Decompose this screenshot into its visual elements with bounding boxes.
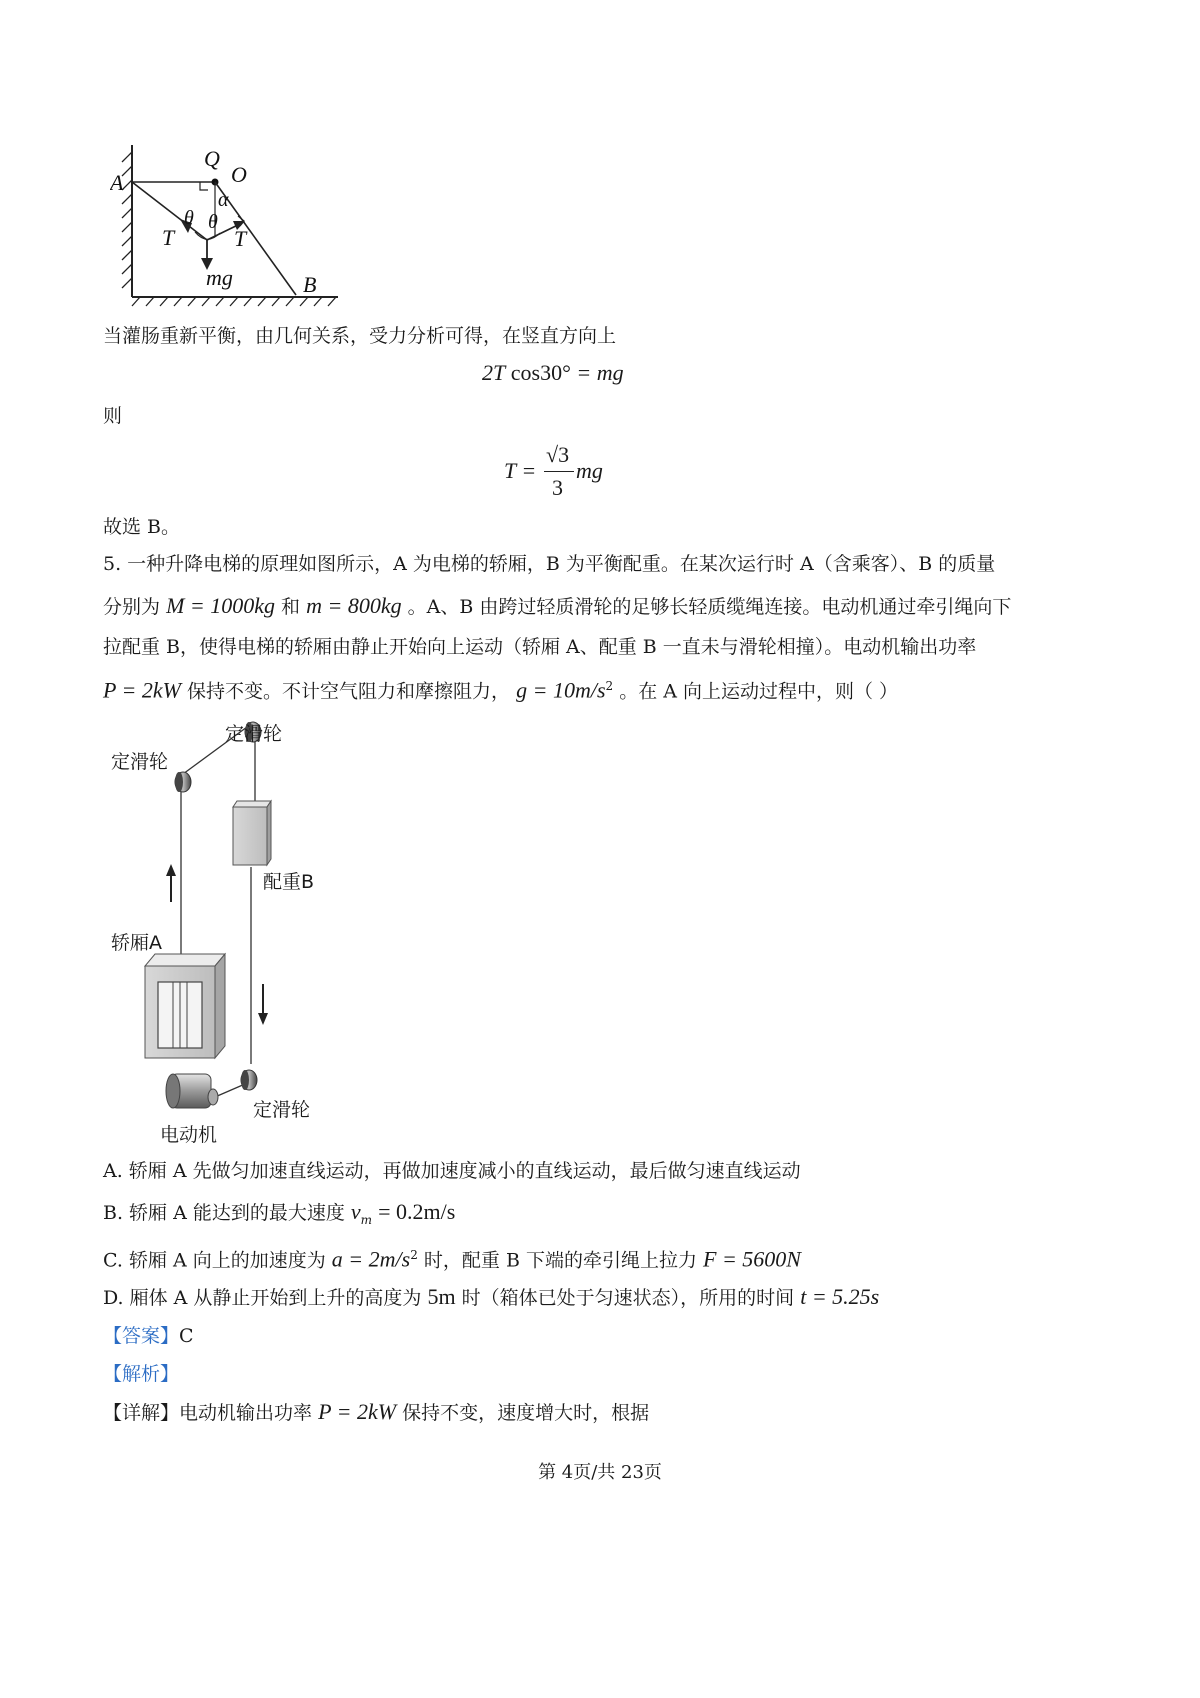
pulley-bottom-label: 定滑轮 (253, 1099, 311, 1121)
equation-1 (482, 360, 624, 386)
counterweight-block (233, 807, 267, 865)
option-b: B. 轿厢 A 能达到的最大速度 $v_m = 0.2m/s$ (103, 1199, 456, 1227)
g-expr: g = 10m/s (516, 677, 606, 703)
answer-value: C (179, 1325, 194, 1347)
car-label: 轿厢A (111, 932, 162, 954)
pulley-top-left-label: 定滑轮 (111, 751, 169, 773)
force-diagram (110, 140, 370, 310)
motor-label: 电动机 (160, 1124, 218, 1146)
eq1-angle: 30° (540, 360, 571, 385)
label-theta-1: θ (184, 207, 194, 229)
detail-line: 【详解】电动机输出功率 P = 2kW 保持不变，速度增大时，根据 (103, 1399, 650, 1424)
label-theta-2: θ (208, 211, 218, 233)
eq2-numerator: √3 (546, 442, 570, 467)
eq2-t: T = (504, 458, 537, 483)
answer-line (103, 1323, 194, 1349)
m-big-expr: M = 1000kg (166, 593, 275, 618)
eq1-cos: cos (510, 360, 541, 385)
eq2-denominator: 3 (552, 475, 563, 500)
label-a: A (110, 170, 124, 195)
q5-line-2: 分别为 M = 1000kg 和 m = 800kg 。A、B 由跨过轻质滑轮的足够长轻质缆绳连接。电动机通过牵引绳向下 (103, 593, 1012, 618)
label-mg: mg (206, 265, 233, 290)
p-expr: P = 2kW (103, 677, 181, 703)
label-q: Q (204, 146, 220, 171)
jiexi-tag: 【解析】 (103, 1363, 180, 1385)
option-a: A. 轿厢 A 先做匀加速直线运动，再做加速度减小的直线运动，最后做匀速直线运动 (103, 1160, 801, 1182)
label-b: B (303, 272, 317, 297)
eq1-rhs: = mg (576, 360, 624, 385)
pulley-top-right-label: 定滑轮 (225, 723, 283, 745)
ze-text: 则 (103, 405, 123, 427)
eq2-mg: mg (576, 458, 603, 483)
fraction-bar (544, 471, 574, 472)
choose-text: 故选 B。 (103, 516, 181, 538)
m-small-expr: m = 800kg (306, 593, 402, 618)
q5-line-4: P = 2kW 保持不变。不计空气阻力和摩擦阻力， $g = 10m/s^2$ 。在 A 向上运动过程中，则（ ） (103, 677, 899, 703)
detail-tag: 【详解】 (103, 1402, 180, 1424)
counterweight-label: 配重B (263, 871, 315, 893)
q5-line-1: 5. 一种升降电梯的原理如图所示，A 为电梯的轿厢，B 为平衡配重。在某次运行时 A（含乘客）、B 的质量 (103, 553, 996, 575)
label-t-right: T (234, 226, 247, 251)
eq1-2t: 2T (482, 360, 506, 385)
label-t-left: T (162, 225, 175, 250)
option-d: D. 厢体 A 从静止开始到上升的高度为 5m 时（箱体已处于匀速状态），所用的时间 t = 5.25s (103, 1284, 880, 1309)
equation-2 (504, 442, 614, 502)
option-c: C. 轿厢 A 向上的加速度为 $a = 2m/s^2$ 时，配重 B 下端的牵引绳上拉力 F = 5600N (103, 1246, 801, 1272)
analysis-line-1: 当灌肠重新平衡，由几何关系，受力分析可得，在竖直方向上 (103, 325, 617, 347)
q5-line-3: 拉配重 B，使得电梯的轿厢由静止开始向上运动（轿厢 A、配重 B 一直未与滑轮相撞）。电动机输出功率 (103, 636, 977, 658)
label-o: O (231, 162, 247, 187)
answer-tag: 【答案】 (103, 1325, 180, 1347)
label-alpha: α (218, 189, 229, 211)
page-footer: 第 4页/共 23页 (538, 1462, 662, 1483)
